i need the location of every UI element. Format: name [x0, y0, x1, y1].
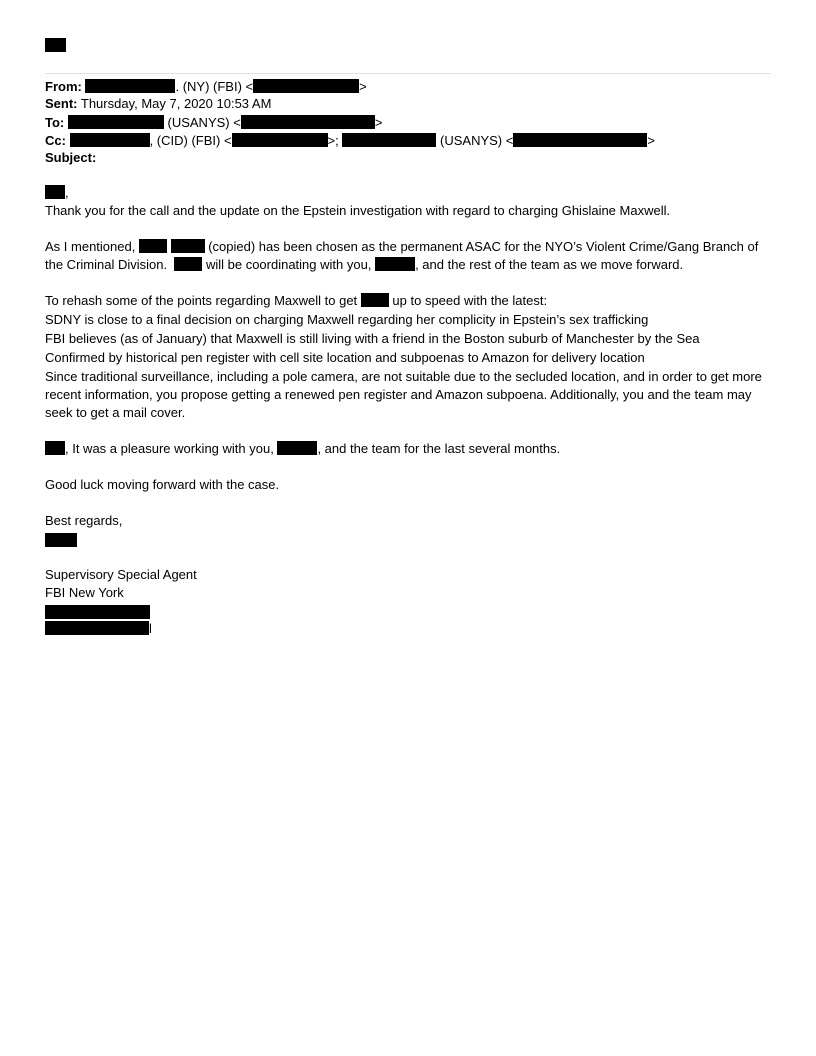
cc-gt: >	[647, 133, 655, 148]
paragraph-3-text-a: To rehash some of the points regarding Maxwell to get	[45, 293, 358, 308]
redaction-p4-name	[45, 441, 65, 455]
redaction-asac-first	[139, 239, 167, 253]
redaction-recipient-ref	[375, 257, 415, 271]
paragraph-4-text-b: , and the team for the last several months.	[317, 441, 561, 456]
signature-office	[45, 584, 771, 602]
redaction-signature-email	[45, 621, 149, 635]
paragraph-2-text-e: , and the rest of the team as we move forward.	[415, 257, 684, 272]
bullet-3	[45, 349, 771, 367]
redaction-asac-ref	[174, 257, 202, 271]
header-divider	[45, 73, 771, 74]
from-label: From:	[45, 79, 82, 94]
redaction-signature-name	[45, 533, 77, 547]
redaction-p4-recipient	[277, 441, 317, 455]
cc-text2: (USANYS) <	[440, 133, 514, 148]
bullet-4-text: Since traditional surveillance, including a pole camera, are not suitable due to the secluded location, and in order to get more recent information, you propose getting a renewed pen register and Amazon subpoena. Additionally, you and the team may seek to get a mail cover.	[45, 369, 762, 420]
redaction-cc-email2	[513, 133, 647, 147]
paragraph-4	[45, 440, 771, 458]
paragraph-3	[45, 292, 771, 310]
to-gt: >	[374, 115, 383, 130]
cc-line	[45, 133, 771, 147]
paragraph-2-text-c: the Criminal Division.	[45, 257, 168, 272]
cc-text1: , (CID) (FBI) <	[149, 133, 232, 148]
paragraph-3-text-b: up to speed with the latest:	[392, 293, 548, 308]
bullet-2-text: FBI believes (as of January) that Maxwell is still living with a friend in the Boston suburb of Manchester by the Sea	[45, 331, 700, 346]
redaction-asac-ref2	[361, 293, 389, 307]
closing	[45, 512, 771, 530]
subject-line	[45, 151, 771, 165]
redaction-signature-phone	[45, 605, 150, 619]
signature-title-text: Supervisory Special Agent	[45, 567, 197, 582]
paragraph-2	[45, 238, 771, 274]
bullet-3-text: Confirmed by historical pen register with cell site location and subpoenas to Amazon for delivery location	[45, 350, 645, 365]
redaction-asac-last	[171, 239, 205, 253]
paragraph-2-text-d: will be coordinating with you,	[205, 257, 372, 272]
to-line	[45, 115, 771, 129]
signature-office-text: FBI New York	[45, 585, 124, 600]
signature-email-line	[45, 620, 771, 638]
redaction-cc-name1	[70, 133, 150, 147]
from-line	[45, 79, 771, 93]
closing-text: Best regards,	[45, 513, 123, 528]
redaction-from-email	[253, 79, 359, 93]
sent-value: Thursday, May 7, 2020 10:53 AM	[80, 96, 272, 111]
redaction-greeting-name	[45, 185, 65, 199]
from-gt: >	[359, 79, 367, 94]
signature-tail: l	[149, 621, 152, 636]
paragraph-4-text-a: , It was a pleasure working with you,	[65, 441, 274, 456]
cc-separator: >;	[327, 133, 339, 148]
paragraph-2-text-b: (copied) has been chosen as the permanent ASAC for the NYO’s Violent Crime/Gang Branch of	[208, 239, 759, 254]
greeting	[45, 184, 771, 202]
paragraph-1-text: Thank you for the call and the update on the Epstein investigation with regard to charging Ghislaine Maxwell.	[45, 203, 671, 218]
subject-label: Subject:	[45, 150, 97, 165]
redaction-to-email	[241, 115, 375, 129]
to-label: To:	[45, 115, 65, 130]
redaction-to-name	[68, 115, 164, 129]
bullet-1-text: SDNY is close to a final decision on charging Maxwell regarding her complicity in Epstein’s sex trafficking	[45, 312, 649, 327]
paragraph-5	[45, 476, 771, 494]
to-text: (USANYS) <	[167, 115, 241, 130]
sent-line	[45, 97, 771, 111]
sent-label: Sent:	[45, 96, 78, 111]
signature-title	[45, 566, 771, 584]
cc-label: Cc:	[45, 133, 66, 148]
bullet-4	[45, 368, 771, 422]
from-text: . (NY) (FBI) <	[175, 79, 254, 94]
redaction-cc-name2	[342, 133, 436, 147]
greeting-comma: ,	[65, 185, 69, 200]
bullet-2	[45, 330, 771, 348]
redaction-from-name	[85, 79, 175, 93]
paragraph-2-text-a: As I mentioned,	[45, 239, 136, 254]
paragraph-5-text: Good luck moving forward with the case.	[45, 477, 280, 492]
bullet-1	[45, 311, 771, 329]
paragraph-1	[45, 202, 771, 220]
redaction-cc-email1	[232, 133, 328, 147]
redaction-top	[45, 38, 66, 52]
